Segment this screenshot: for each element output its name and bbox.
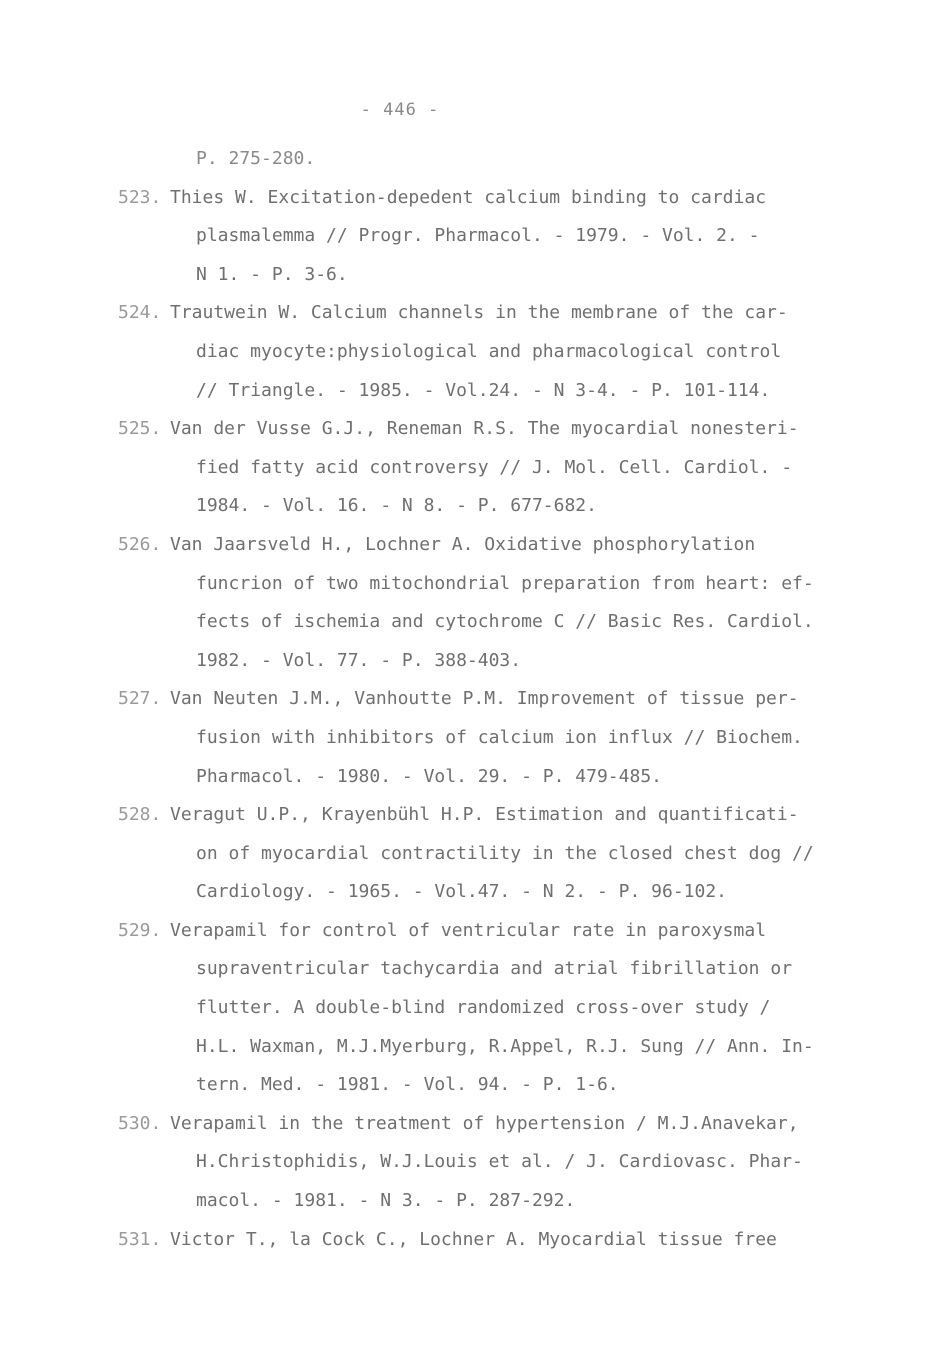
reference-line: Cardiology. - 1965. - Vol.47. - N 2. - P. 96-102. (196, 881, 728, 903)
reference-entry (118, 912, 898, 1105)
reference-line: // Triangle. - 1985. - Vol.24. - N 3-4. - P. 101-114. (196, 379, 771, 401)
reference-number: 526. (118, 533, 162, 555)
reference-entry (118, 1221, 898, 1260)
reference-number: 528. (118, 804, 162, 826)
reference-line: tern. Med. - 1981. - Vol. 94. - P. 1-6. (196, 1074, 619, 1096)
continuation-line: Р. 275-280. (196, 148, 316, 169)
reference-number: 529. (118, 919, 162, 941)
reference-line: Veragut U.P., Krayenbühl H.P. Estimation and quantificati- (170, 804, 799, 826)
reference-entry (118, 1105, 898, 1221)
reference-line: Van der Vusse G.J., Reneman R.S. The myocardial nonesteri- (170, 418, 799, 440)
reference-line: fusion with inhibitors of calcium ion influx // Biochem. (196, 726, 803, 748)
reference-line: diac myocyte:physiological and pharmacological control (196, 340, 782, 362)
reference-number: 527. (118, 688, 162, 710)
reference-entry (118, 294, 898, 410)
reference-line: plasmalemma // Progr. Pharmacol. - 1979. - Vol. 2. - (196, 225, 760, 247)
reference-line: Thies W. Excitation-depedent calcium binding to cardiac (170, 186, 767, 208)
reference-entries (118, 179, 898, 1260)
reference-line: macol. - 1981. - N 3. - P. 287-292. (196, 1190, 576, 1212)
reference-line: Van Neuten J.M., Vanhoutte P.M. Improvement of tissue per- (170, 688, 799, 710)
reference-line: Pharmacol. - 1980. - Vol. 29. - P. 479-485. (196, 765, 662, 787)
reference-number: 524. (118, 302, 162, 324)
reference-line: fied fatty acid controversy // J. Mol. Cell. Cardiol. - (196, 456, 793, 478)
reference-entry (118, 796, 898, 912)
reference-number: 525. (118, 418, 162, 440)
reference-number: 531. (118, 1228, 162, 1250)
reference-line: Victor T., la Cock C., Lochner A. Myocardial tissue free (170, 1228, 777, 1250)
reference-number: 523. (118, 186, 162, 208)
reference-entry (118, 680, 898, 796)
reference-line: supraventricular tachycardia and atrial fibrillation or (196, 958, 793, 980)
reference-list (118, 140, 898, 1259)
reference-line: Verapamil for control of ventricular rate in paroxysmal (170, 919, 767, 941)
reference-line: 1982. - Vol. 77. - P. 388-403. (196, 649, 522, 671)
reference-line: funcrion of two mitochondrial preparation from heart: ef- (196, 572, 814, 594)
page-number: - 446 - (360, 100, 440, 120)
reference-line: fects of ischemia and cytochrome C // Basic Res. Cardiol. (196, 611, 814, 633)
reference-number: 530. (118, 1112, 162, 1134)
reference-entry (118, 526, 898, 680)
reference-entry (118, 410, 898, 526)
reference-line: flutter. A double-blind randomized cross-over study / (196, 997, 771, 1019)
reference-line: H.Christophidis, W.J.Louis et al. / J. Cardiovasc. Phar- (196, 1151, 803, 1173)
reference-line: Trautwein W. Calcium channels in the membrane of the car- (170, 302, 788, 324)
reference-line: Verapamil in the treatment of hypertension / M.J.Anavekar, (170, 1112, 799, 1134)
reference-line: N 1. - P. 3-6. (196, 263, 348, 285)
reference-line: Van Jaarsveld H., Lochner A. Oxidative phosphorylation (170, 533, 756, 555)
reference-line: 1984. - Vol. 16. - N 8. - P. 677-682. (196, 495, 597, 517)
reference-entry (118, 179, 898, 295)
reference-line: on of myocardial contractility in the closed chest dog // (196, 842, 814, 864)
reference-line: H.L. Waxman, M.J.Myerburg, R.Appel, R.J. Sung // Ann. In- (196, 1035, 814, 1057)
